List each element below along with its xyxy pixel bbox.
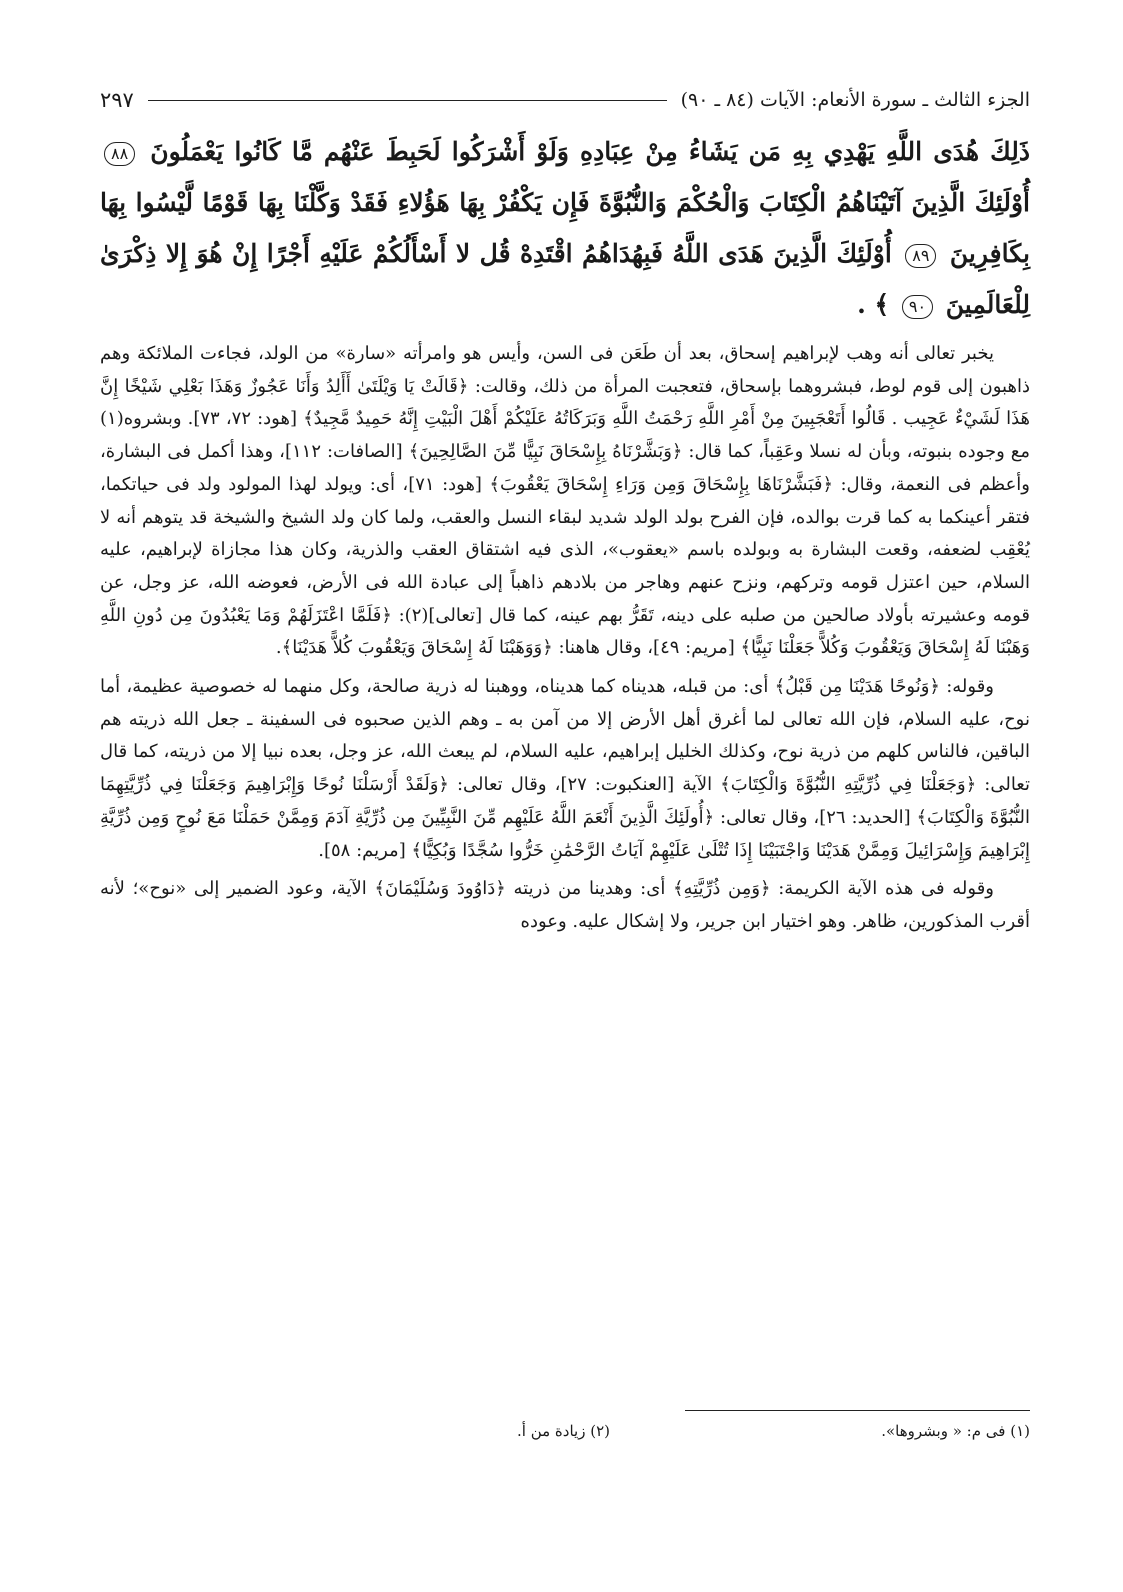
page-number: ٢٩٧	[100, 88, 134, 112]
footnote-2: (٢) زيادة من أ.	[517, 1422, 610, 1440]
running-header-title: الجزء الثالث ـ سورة الأنعام: الآيات (٨٤ ـ ٩٠)	[680, 89, 1030, 111]
ayah-number-89: ٨٩	[905, 244, 936, 268]
ayah-number-88: ٨٨	[104, 142, 135, 166]
footnotes	[100, 1422, 1030, 1440]
commentary-paragraph-1: يخبر تعالى أنه وهب لإبراهيم إسحاق، بعد أن طَعَن فى السن، وأيس هو وامرأته «سارة» من الولد، فجاءت الملائكة وهم ذاهبون إلى قوم لوط، فبشروهما بإسحاق، فتعجبت المرأة من ذلك، وقالت: ﴿قَالَتْ يَا وَيْلَتَىٰ أَأَلِدُ وَأَنَا عَجُوزٌ وَهَذَا بَعْلِي شَيْخًا إِنَّ هَذَا لَشَيْءٌ عَجِيب . قَالُوا أَتَعْجَبِينَ مِنْ أَمْرِ اللَّهِ رَحْمَتُ اللَّهِ وَبَرَكَاتُهُ عَلَيْكُمْ أَهْلَ الْبَيْتِ إِنَّهُ حَمِيدٌ مَّجِيدٌ﴾ [هود: ٧٢، ٧٣]. وبشروه(١) مع وجوده بنبوته، وبأن له نسلا وعَقِباً، كما قال: ﴿وَبَشَّرْنَاهُ بِإِسْحَاقَ نَبِيًّا مِّنَ الصَّالِحِينَ﴾ [الصافات: ١١٢]، وهذا أكمل فى البشارة، وأعظم فى النعمة، وقال: ﴿فَبَشَّرْنَاهَا بِإِسْحَاقَ وَمِن وَرَاءِ إِسْحَاقَ يَعْقُوبَ﴾ [هود: ٧١]، أى: ويولد لهذا المولود ولد فى حياتكما، فتقر أعينكما به كما قرت بوالده، فإن الفرح بولد الولد شديد لبقاء النسل والعقب، ولما كان ولد الشيخ والشيخة قد يتوهم أنه لا يُعْقِب لضعفه، وقعت البشارة به وبولده باسم «يعقوب»، الذى فيه اشتقاق العقب والذرية، وكان هذا مجازاة لإبراهيم، عليه السلام، حين اعتزل قومه وتركهم، ونزح عنهم وهاجر من بلادهم ذاهباً إلى عبادة الله فى الأرض، فعوضه الله، عز وجل، عن قومه وعشيرته بأولاد صالحين من صلبه على دينه، تَقَرُّ بهم عينه، كما قال [تعالى](٢): ﴿فَلَمَّا اعْتَزَلَهُمْ وَمَا يَعْبُدُونَ مِن دُونِ اللَّهِ وَهَبْنَا لَهُ إِسْحَاقَ وَيَعْقُوبَ وَكُلاًّ جَعَلْنَا نَبِيًّا﴾ [مريم: ٤٩]، وقال هاهنا: ﴿وَوَهَبْنَا لَهُ إِسْحَاقَ وَيَعْقُوبَ كُلاًّ هَدَيْنَا﴾.	[100, 343, 1031, 659]
running-header	[100, 80, 1030, 120]
verse-text-90: أُوْلَئِكَ الَّذِينَ هَدَى اللَّهُ فَبِهُدَاهُمُ اقْتَدِهْ قُل لا أَسْأَلُكُمْ عَلَيْهِ أَجْرًا إِنْ هُوَ إِلا ذِكْرَىٰ لِلْعَالَمِينَ	[100, 239, 1030, 319]
commentary-paragraph-3: وقوله فى هذه الآية الكريمة: ﴿وَمِن ذُرِّيَّتِهِ﴾ أى: وهدينا من ذريته ﴿دَاوُودَ وَسُلَيْمَانَ﴾ الآية، وعود الضمير إلى «نوح»؛ لأنه أقرب المذكورين، ظاهر. وهو اختيار ابن جرير، ولا إشكال عليه. وعوده	[100, 878, 1030, 932]
verse-end-bracket: ﴾ .	[857, 290, 890, 319]
page	[100, 80, 1030, 1560]
tafsir-commentary	[100, 338, 1030, 939]
ayah-number-90: ٩٠	[902, 295, 933, 319]
header-rule	[148, 100, 667, 101]
footnote-1: (١) فى م: « وبشروها».	[881, 1422, 1030, 1440]
quran-verses	[100, 126, 1030, 338]
commentary-paragraph-2: وقوله: ﴿وَنُوحًا هَدَيْنَا مِن قَبْلُ﴾ أى: من قبله، هديناه كما هديناه، ووهبنا له ذرية صالحة، وكل منهما له خصوصية عظيمة، أما نوح، عليه السلام، فإن الله تعالى لما أغرق أهل الأرض إلا من آمن به ـ وهم الذين صحبوه فى السفينة ـ جعل الله ذريته هم الباقين، فالناس كلهم من ذرية نوح، وكذلك الخليل إبراهيم، عليه السلام، لم يبعث الله، عز وجل، بعده نبيا إلا من ذريته، كما قال تعالى: ﴿وَجَعَلْنَا فِي ذُرِّيَّتِهِ النُّبُوَّةَ وَالْكِتَابَ﴾ الآية [العنكبوت: ٢٧]، وقال تعالى: ﴿وَلَقَدْ أَرْسَلْنَا نُوحًا وَإِبْرَاهِيمَ وَجَعَلْنَا فِي ذُرِّيَّتِهِمَا النُّبُوَّةَ وَالْكِتَابَ﴾ [الحديد: ٢٦]، وقال تعالى: ﴿أُولَئِكَ الَّذِينَ أَنْعَمَ اللَّهُ عَلَيْهِم مِّنَ النَّبِيِّينَ مِن ذُرِّيَّةِ آدَمَ وَمِمَّنْ حَمَلْنَا مَعَ نُوحٍ وَمِن ذُرِّيَّةِ إِبْرَاهِيمَ وَإِسْرَائِيلَ وَمِمَّنْ هَدَيْنَا وَاجْتَبَيْنَا إِذَا تُتْلَىٰ عَلَيْهِمْ آيَاتُ الرَّحْمَٰنِ خَرُّوا سُجَّدًا وَبُكِيًّا﴾ [مريم: ٥٨].	[100, 676, 1031, 861]
verse-text-88: ذَلِكَ هُدَى اللَّهِ يَهْدِي بِهِ مَن يَشَاءُ مِنْ عِبَادِهِ وَلَوْ أَشْرَكُوا لَحَبِطَ عَنْهُم مَّا كَانُوا يَعْمَلُونَ	[150, 137, 1030, 166]
verse-text-89: أُوْلَئِكَ الَّذِينَ آتَيْنَاهُمُ الْكِتَابَ وَالْحُكْمَ وَالنُّبُوَّةَ فَإِن يَكْفُرْ بِهَا هَؤُلاءِ فَقَدْ وَكَّلْنَا بِهَا قَوْمًا لَّيْسُوا بِهَا بِكَافِرِينَ	[100, 188, 1030, 268]
footnote-divider	[685, 1410, 1030, 1411]
